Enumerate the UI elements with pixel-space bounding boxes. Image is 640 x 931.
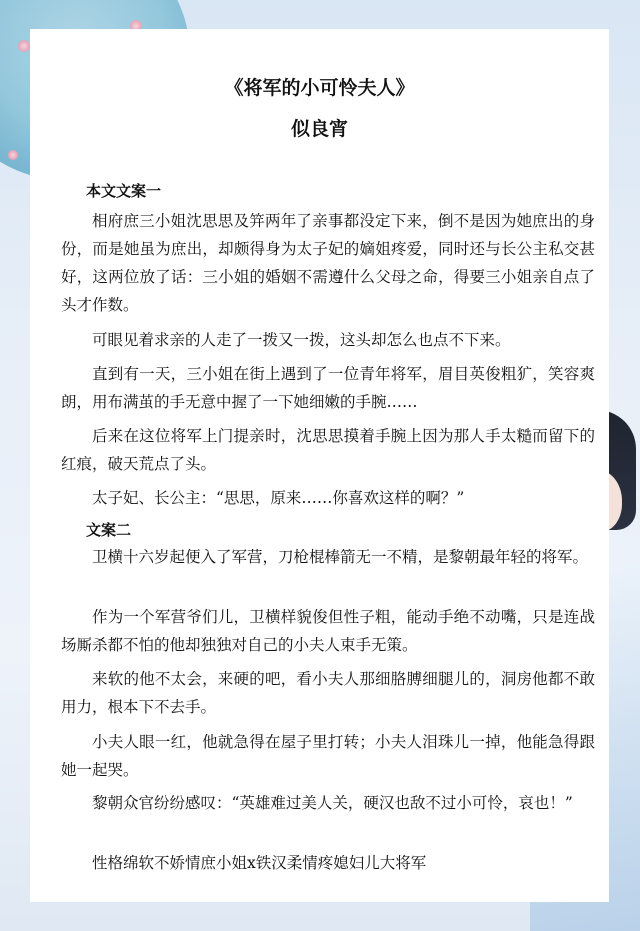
document-card — [30, 29, 609, 902]
paragraph: 卫横十六岁起便入了军营，刀枪棍棒箭无一不精，是黎朝最年轻的将军。 — [92, 548, 589, 566]
paragraph: 直到有一天，三小姐在街上遇到了一位青年将军，眉目英俊粗犷，笑容爽朗，用布满茧的手无意中握了一下她细嫩的手腕…… — [61, 365, 595, 411]
blossom-decoration — [18, 40, 30, 52]
paragraph: 后来在这位将军上门提亲时，沈思思摸着手腕上因为那人手太糙而留下的红痕，破天荒点了头。 — [61, 427, 595, 473]
paragraph: 相府庶三小姐沈思思及笄两年了亲事都没定下来，倒不是因为她庶出的身份，而是她虽为庶出，却颇得身为太子妃的嫡姐疼爱，同时还与长公主私交甚好，这两位放了话：三小姐的婚姻不需遵什么父母之命，得要三小姐亲自点了头才作数。 — [61, 212, 595, 314]
paragraph: 黎朝众官纷纷感叹：“英雄难过美人关，硬汉也敌不过小可怜，哀也！” — [92, 794, 573, 812]
paragraph: 小夫人眼一红，他就急得在屋子里打转；小夫人泪珠儿一掉，他能急得跟她一起哭。 — [61, 733, 595, 779]
paragraph: 作为一个军营爷们儿，卫横样貌俊但性子粗，能动手绝不动嘴，只是连战场厮杀都不怕的他却独独对自己的小夫人束手无策。 — [61, 608, 595, 654]
paragraph: 来软的他不太会，来硬的吧，看小夫人那细胳膊细腿儿的，洞房他都不敢用力，根本下不去手。 — [61, 670, 595, 716]
section-heading-2: 文案二 — [86, 521, 132, 539]
section-heading-1: 本文文案一 — [86, 182, 162, 200]
paragraph: 可眼见着求亲的人走了一拨又一拨，这头却怎么也点不下来。 — [92, 331, 511, 349]
paragraph: 性格绵软不娇情庶小姐x铁汉柔情疼媳妇儿大将军 — [92, 854, 427, 872]
blossom-decoration — [8, 150, 18, 160]
book-title: 《将军的小可怜夫人》 — [224, 77, 415, 99]
book-author: 似良宵 — [290, 118, 348, 140]
paragraph: 太子妃、长公主：“思思，原来……你喜欢这样的啊？” — [92, 489, 465, 507]
